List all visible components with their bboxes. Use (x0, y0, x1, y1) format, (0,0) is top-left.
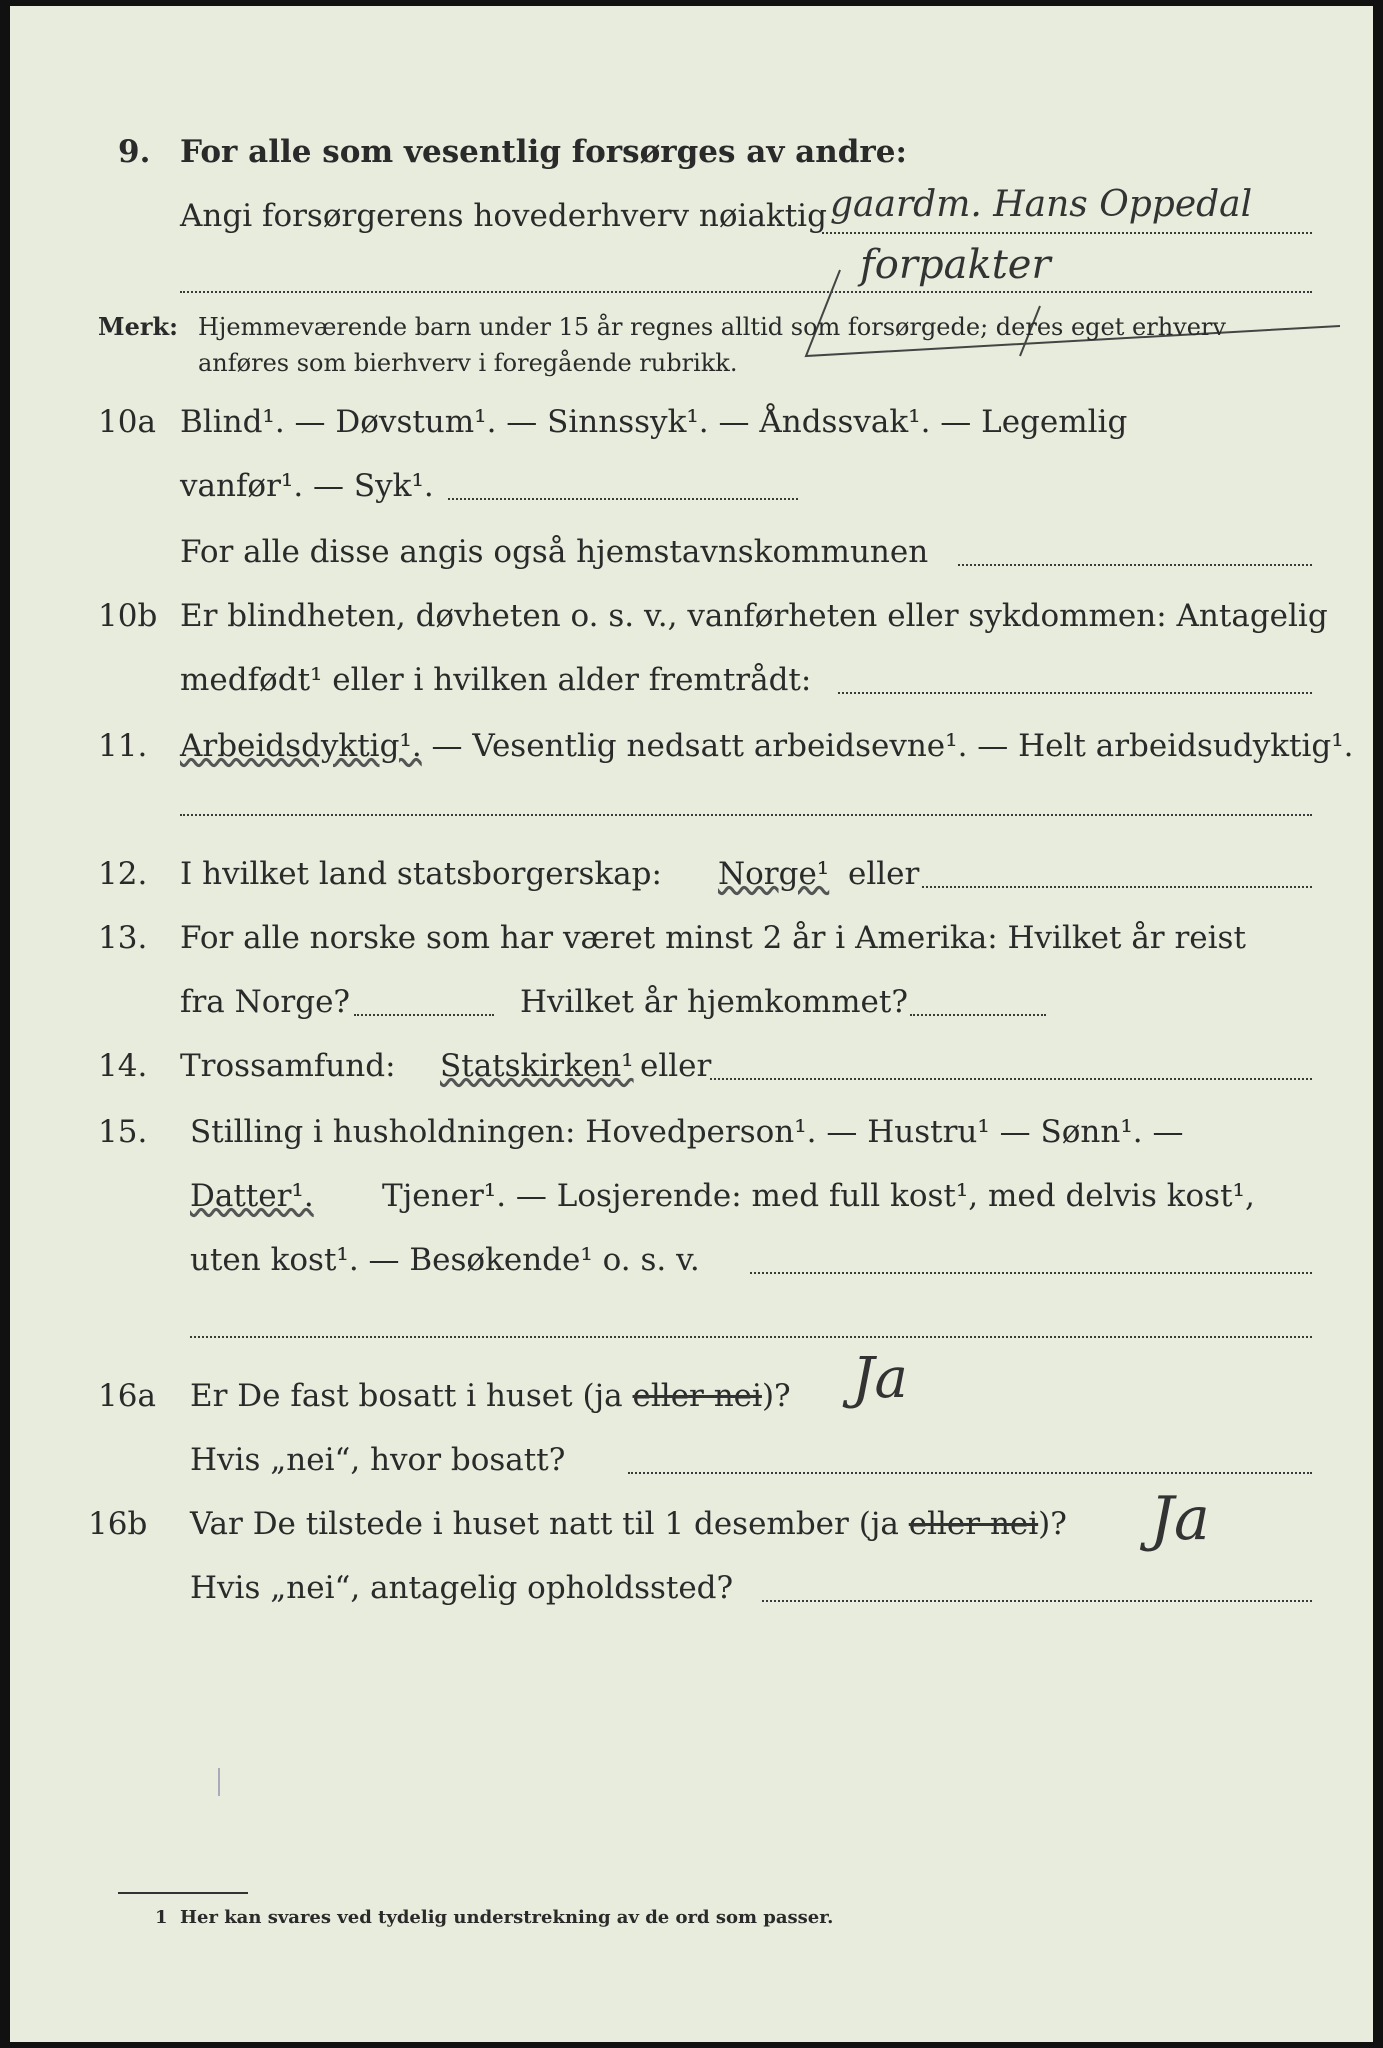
q9-answer-line-1 (822, 232, 1312, 234)
q16b-pre: Var De tilstede i huset natt til 1 desember (ja (190, 1506, 899, 1542)
q13-part2: Hvilket år hjemkommet? (520, 984, 908, 1020)
q16b-number: 16b (88, 1506, 148, 1542)
q10a-hjemstavn-answer-line (958, 564, 1312, 566)
q13-hjemkommet-answer-line (910, 1014, 1046, 1016)
q13-reist-answer-line (354, 1014, 494, 1016)
q9-number: 9. (118, 134, 151, 170)
q14-prefix: Trossamfund: (180, 1048, 396, 1084)
census-form-page (10, 6, 1373, 2042)
q11-answer-line (180, 814, 1312, 816)
q10a-line1: Blind¹. — Døvstum¹. — Sinnssyk¹. — Åndssvak¹. — Legemlig (180, 404, 1128, 440)
q13-line1: For alle norske som har været minst 2 år i Amerika: Hvilket år reist (180, 920, 1246, 956)
q13-number: 13. (98, 920, 148, 956)
q10a-syk-answer-line (448, 498, 798, 500)
q13-part1: fra Norge? (180, 984, 351, 1020)
q14-answer-line (710, 1078, 1312, 1080)
q12-suffix: eller (848, 856, 920, 892)
q16b-struck: eller nei (908, 1506, 1039, 1542)
q10b-line2: medfødt¹ eller i hvilken alder fremtrådt: (180, 662, 812, 698)
q15-line1: Stilling i husholdningen: Hovedperson¹. — Hustru¹ — Sønn¹. — (190, 1114, 1184, 1150)
q10a-line3: For alle disse angis også hjemstavnskommunen (180, 534, 929, 570)
q9-line1: For alle som vesentlig forsørges av andre: (180, 134, 907, 170)
q10a-line2: vanfør¹. — Syk¹. (180, 468, 434, 504)
q15-answer-line-2 (190, 1336, 1312, 1338)
q16a-number: 16a (98, 1378, 156, 1414)
q15-line3: uten kost¹. — Besøkende¹ o. s. v. (190, 1242, 700, 1278)
q11-option-arbeidsdyktig: Arbeidsdyktig¹. (180, 728, 422, 764)
q16a-post: )? (761, 1378, 791, 1414)
q16a-answer-line (628, 1472, 1312, 1474)
q15-answer-line (750, 1272, 1312, 1274)
q12-option-norge: Norge¹ (718, 856, 830, 892)
q11-number: 11. (98, 728, 148, 764)
q16b-line1 (190, 1506, 1067, 1542)
q10b-answer-line (838, 692, 1312, 694)
q15-number: 15. (98, 1114, 148, 1150)
q10b-line1: Er blindheten, døvheten o. s. v., vanførheten eller sykdommen: Antagelig (180, 598, 1328, 634)
q16a-answer: Ja (852, 1346, 908, 1411)
q9-line2: Angi forsørgerens hovederhverv nøiaktig (180, 198, 827, 234)
q16a-line2: Hvis „nei“, hvor bosatt? (190, 1442, 566, 1478)
footnote-text: Her kan svares ved tydelig understrekning av de ord som passer. (180, 1907, 834, 1928)
q16a-line1 (190, 1378, 791, 1414)
q9-handwritten-occupation-2: forpakter (860, 242, 1051, 288)
q9-handwritten-occupation: gaardm. Hans Oppedal (830, 184, 1253, 225)
footnote-rule (118, 1892, 248, 1894)
footnote-mark: 1 (155, 1907, 168, 1928)
q12-answer-line (922, 886, 1312, 888)
margin-mark (218, 1768, 220, 1796)
q16a-pre: Er De fast bosatt i huset (ja (190, 1378, 623, 1414)
q12-prefix: I hvilket land statsborgerskap: (180, 856, 662, 892)
q16b-line2: Hvis „nei“, antagelig opholdssted? (190, 1570, 734, 1606)
q12-number: 12. (98, 856, 148, 892)
q14-option-statskirken: Statskirken¹ (440, 1048, 634, 1084)
merk-line2: anføres som bierhverv i foregående rubrikk. (198, 349, 738, 377)
q16b-post: )? (1038, 1506, 1067, 1542)
q14-number: 14. (98, 1048, 148, 1084)
merk-line1: Hjemmeværende barn under 15 år regnes alltid som forsørgede; deres eget erhverv (198, 313, 1226, 341)
q10a-number: 10a (98, 404, 156, 440)
q16b-answer: Ja (1150, 1484, 1210, 1554)
q15-line2: Tjener¹. — Losjerende: med full kost¹, med delvis kost¹, (382, 1178, 1255, 1214)
handwritten-stroke (800, 256, 1360, 366)
q15-option-datter: Datter¹. (190, 1178, 314, 1214)
merk-label: Merk: (98, 312, 178, 341)
q10b-number: 10b (98, 598, 158, 634)
q11-rest: — Vesentlig nedsatt arbeidsevne¹. — Helt arbeidsudyktig¹. (421, 728, 1354, 764)
q16b-answer-line (762, 1600, 1312, 1602)
q14-suffix: eller (640, 1048, 712, 1084)
q11-text (180, 728, 1354, 764)
q16a-struck: eller nei (632, 1378, 762, 1414)
